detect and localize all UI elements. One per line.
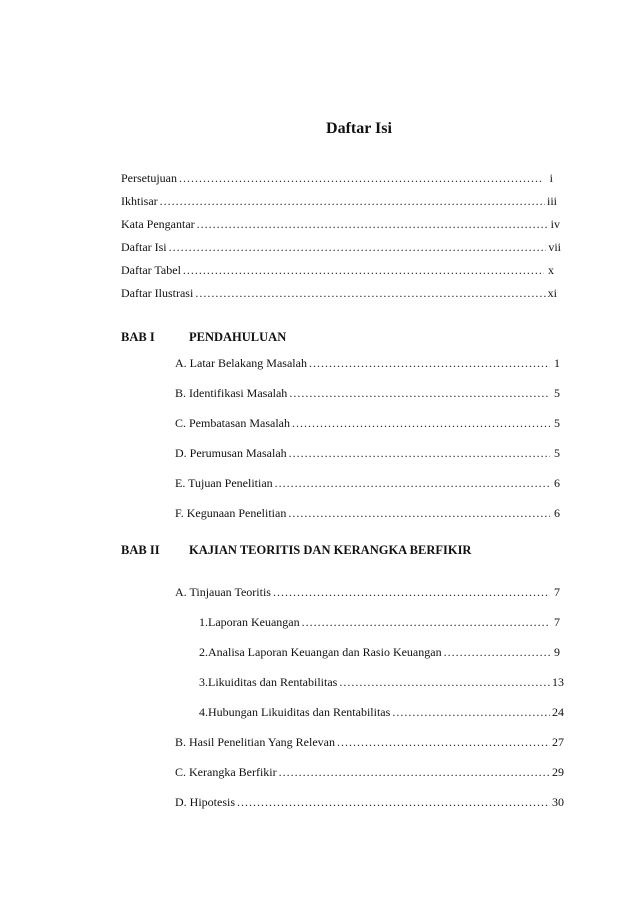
chapter-heading-bab-1 (121, 330, 286, 345)
toc-leader-dots (288, 506, 550, 521)
toc-entry-label: B. Identifikasi Masalah (175, 386, 288, 400)
toc-leader-dots (275, 476, 550, 491)
toc-entry-label: E. Tujuan Penelitian (175, 476, 273, 490)
toc-entry-label: Daftar Isi (121, 240, 167, 254)
toc-subentry (175, 446, 560, 461)
toc-entry-label: 2.Analisa Laporan Keuangan dan Rasio Keuangan (199, 645, 442, 659)
toc-subentry (175, 765, 564, 780)
toc-entry-label: 1.Laporan Keuangan (199, 615, 300, 629)
toc-subsubentry (199, 615, 560, 630)
toc-entry-kata-pengantar (121, 217, 560, 232)
toc-entry-ikhtisar (121, 194, 557, 209)
toc-leader-dots (183, 263, 544, 278)
toc-leader-dots (197, 217, 549, 232)
toc-subentry (175, 735, 564, 750)
toc-entry-label: F. Kegunaan Penelitian (175, 506, 287, 520)
toc-entry-page: iii (546, 194, 557, 208)
chapter-number: BAB I (121, 330, 155, 344)
toc-entry-page: 29 (552, 765, 564, 779)
toc-entry-label: Daftar Tabel (121, 263, 181, 277)
toc-entry-label: Daftar Ilustrasi (121, 286, 194, 300)
toc-leader-dots (195, 286, 545, 301)
toc-entry-daftar-tabel (121, 263, 554, 278)
toc-leader-dots (292, 416, 550, 431)
toc-entry-label: Ikhtisar (121, 194, 158, 208)
toc-leader-dots (237, 795, 550, 810)
toc-leader-dots (273, 585, 550, 600)
toc-subentry (175, 416, 560, 431)
toc-leader-dots (337, 735, 550, 750)
toc-subsubentry (199, 705, 564, 720)
toc-entry-label: 4.Hubungan Likuiditas dan Rentabilitas (199, 705, 391, 719)
toc-leader-dots (339, 675, 550, 690)
toc-entry-label: D. Hipotesis (175, 795, 235, 809)
page-title: Daftar Isi (326, 120, 392, 137)
toc-entry-page: 24 (552, 705, 564, 719)
toc-leader-dots (279, 765, 550, 780)
toc-entry-label: B. Hasil Penelitian Yang Relevan (175, 735, 335, 749)
toc-leader-dots (289, 386, 550, 401)
toc-leader-dots (309, 356, 550, 371)
toc-leader-dots (160, 194, 545, 209)
chapter-heading-bab-2 (121, 543, 471, 558)
toc-entry-label: C. Pembatasan Masalah (175, 416, 290, 430)
toc-entry-page: 5 (554, 386, 560, 400)
toc-leader-dots (179, 171, 543, 186)
toc-subentry (175, 506, 560, 521)
toc-entry-page: 1 (554, 356, 560, 370)
toc-subentry (175, 386, 560, 401)
toc-leader-dots (169, 240, 547, 255)
toc-subentry (175, 585, 560, 600)
toc-subentry (175, 476, 560, 491)
toc-entry-page: x (548, 263, 554, 277)
chapter-title: PENDAHULUAN (189, 330, 287, 344)
toc-entry-page: xi (547, 286, 557, 300)
toc-entry-daftar-ilustrasi (121, 286, 557, 301)
toc-entry-page: 30 (552, 795, 564, 809)
toc-subsubentry (199, 675, 564, 690)
toc-entry-page: vii (548, 240, 561, 254)
toc-entry-label: A. Latar Belakang Masalah (175, 356, 307, 370)
toc-subsubentry (199, 645, 560, 660)
toc-entry-label: 3.Likuiditas dan Rentabilitas (199, 675, 338, 689)
toc-entry-label: D. Perumusan Masalah (175, 446, 287, 460)
toc-entry-page: i (549, 171, 553, 185)
toc-entry-page: 13 (552, 675, 564, 689)
toc-entry-page: 7 (554, 585, 560, 599)
toc-entry-persetujuan (121, 171, 553, 186)
chapter-title: KAJIAN TEORITIS DAN KERANGKA BERFIKIR (189, 543, 472, 557)
toc-entry-page: 5 (554, 446, 560, 460)
toc-entry-label: Persetujuan (121, 171, 177, 185)
toc-subentry (175, 795, 564, 810)
toc-entry-page: 27 (552, 735, 564, 749)
toc-leader-dots (392, 705, 550, 720)
toc-leader-dots (289, 446, 550, 461)
toc-leader-dots (302, 615, 550, 630)
toc-entry-page: 5 (554, 416, 560, 430)
toc-subentry (175, 356, 560, 371)
chapter-number: BAB II (121, 543, 160, 557)
toc-entry-page: iv (550, 217, 560, 231)
toc-entry-label: Kata Pengantar (121, 217, 195, 231)
toc-entry-label: A. Tinjauan Teoritis (175, 585, 271, 599)
toc-entry-page: 9 (554, 645, 560, 659)
toc-entry-label: C. Kerangka Berfikir (175, 765, 277, 779)
toc-entry-page: 6 (554, 476, 560, 490)
toc-entry-daftar-isi (121, 240, 561, 255)
toc-entry-page: 7 (554, 615, 560, 629)
toc-leader-dots (444, 645, 550, 660)
toc-entry-page: 6 (554, 506, 560, 520)
